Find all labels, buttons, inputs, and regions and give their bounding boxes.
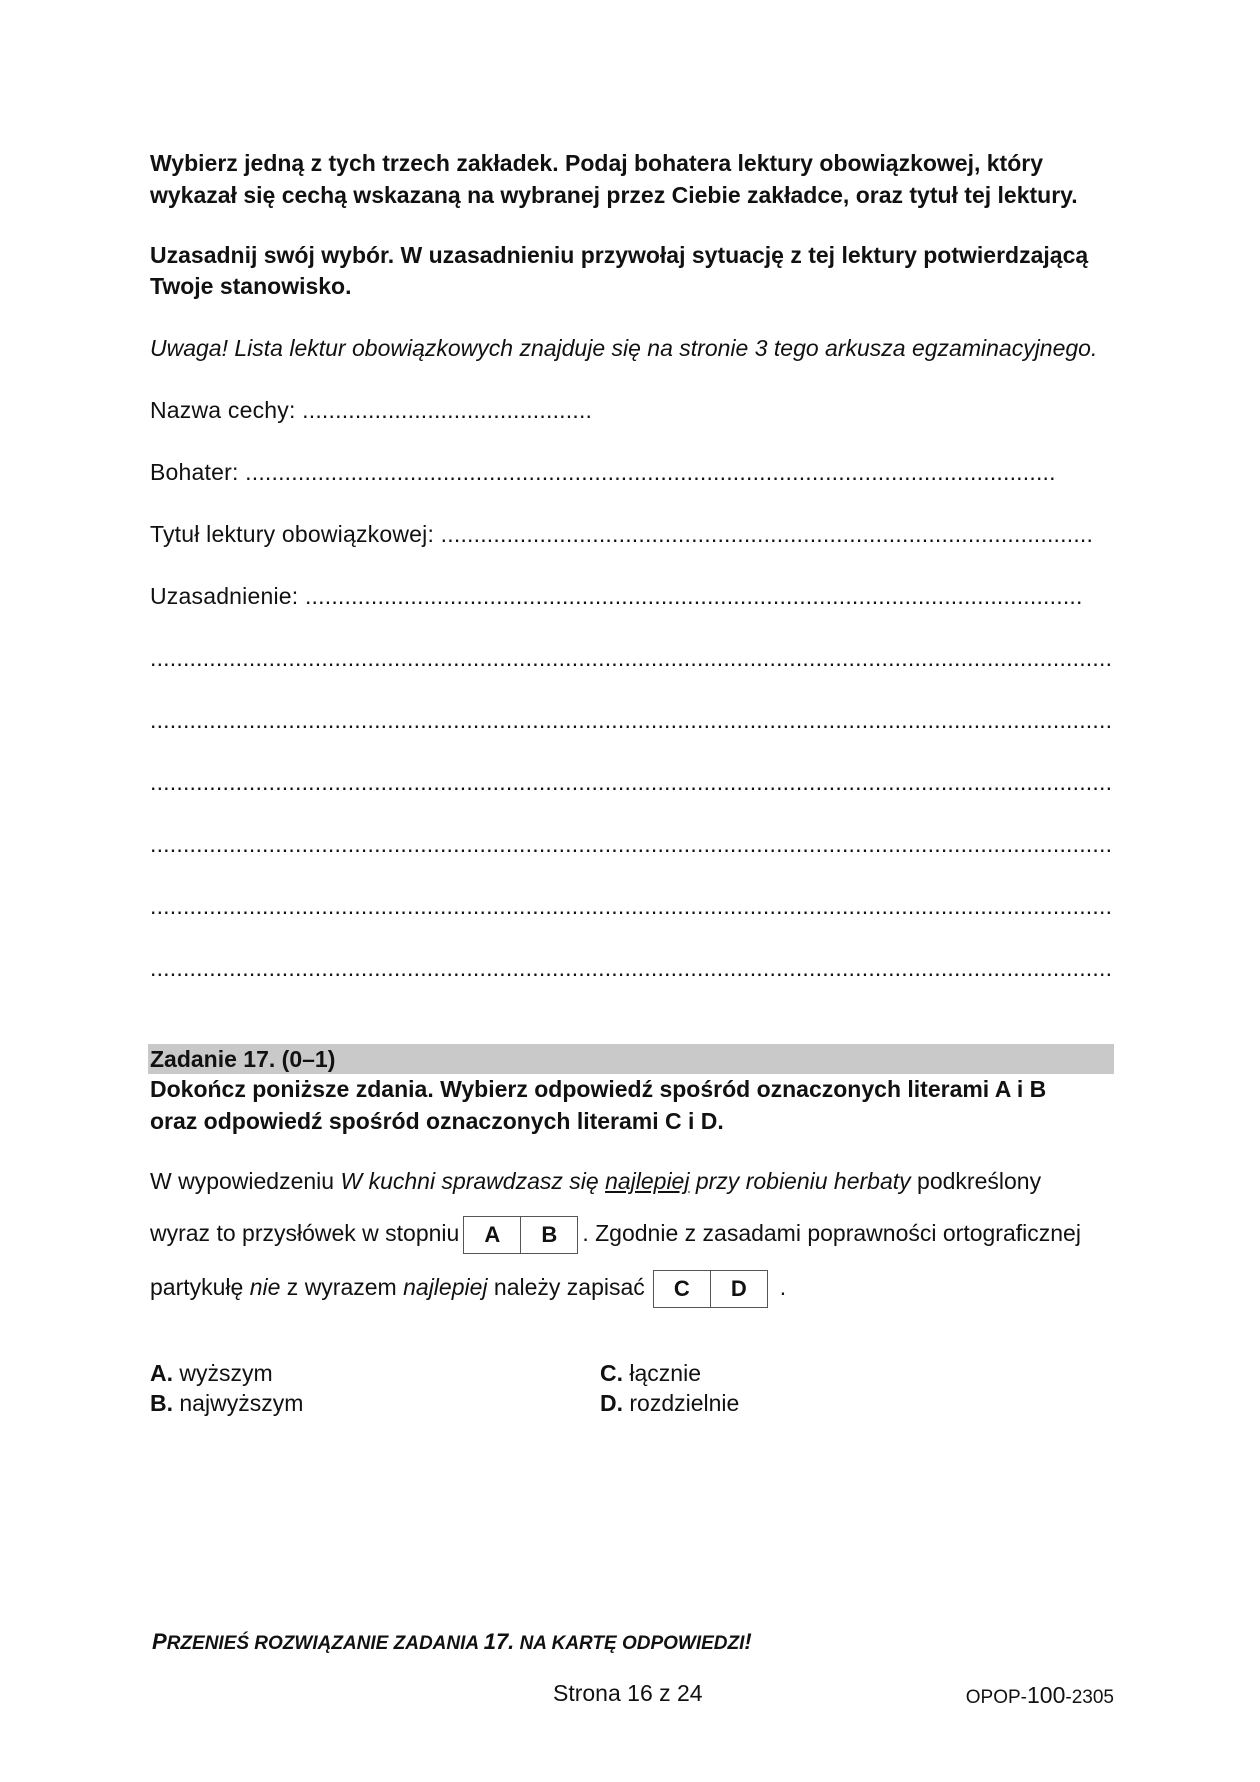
instruction-line-1: Wybierz jedną z tych trzech zakładek. Podaj bohatera lektury obowiązkowej, który — [150, 150, 1044, 176]
task-17-instruction-2: oraz odpowiedź spośród oznaczonych literami C i D. — [150, 1108, 724, 1134]
justification-dots: ...................................................................................................................... — [304, 583, 1083, 609]
s3-d: najlepiej — [403, 1274, 488, 1300]
code-suffix: -2305 — [1065, 1687, 1114, 1708]
task-17-sentence-3 — [150, 1268, 786, 1308]
options-left — [150, 1358, 303, 1418]
s3-a: partykułę — [150, 1274, 250, 1300]
options-right — [600, 1358, 739, 1418]
s1-a: W wypowiedzeniu — [150, 1168, 341, 1194]
transfer-text-2: NA KARTĘ ODPOWIEDZI — [514, 1633, 745, 1654]
task-17-sentence-1 — [150, 1166, 1041, 1196]
note-word: Uwaga! — [150, 335, 228, 361]
instruction-line-4: Twoje stanowisko. — [150, 273, 352, 299]
trait-field[interactable] — [150, 395, 602, 425]
transfer-number: 17. — [483, 1629, 515, 1654]
s1-e: podkreślony — [910, 1168, 1042, 1194]
note — [150, 333, 1097, 363]
s2-b: . Zgodnie z zasadami poprawności ortograficznej — [582, 1220, 1081, 1246]
option-c-text: łącznie — [623, 1360, 701, 1386]
answer-line[interactable]: .................................................................................................................................................. — [150, 645, 1112, 671]
note-text: Lista lektur obowiązkowych znajduje się na stronie 3 tego arkusza egzaminacyjnego. — [227, 335, 1098, 361]
instruction-line-3: Uzasadnij swój wybór. W uzasadnieniu przywołaj sytuację z tej lektury potwierdzającą — [150, 242, 1089, 268]
transfer-initial: P — [152, 1629, 167, 1654]
option-d-text: rozdzielnie — [623, 1390, 740, 1416]
trait-dots: ............................................ — [302, 397, 593, 423]
s2-a: wyraz to przysłówek w stopniu — [150, 1220, 460, 1246]
option-b-text: najwyższym — [173, 1390, 304, 1416]
option-box-b[interactable]: B — [520, 1217, 577, 1253]
s3-c: z wyrazem — [280, 1274, 404, 1300]
transfer-note — [152, 1629, 752, 1655]
task-17-header: Zadanie 17. (0–1) — [148, 1044, 1114, 1074]
s1-d: przy robieniu herbaty — [689, 1168, 911, 1194]
s3-e: należy zapisać — [487, 1274, 645, 1300]
code-number: 100 — [1027, 1682, 1066, 1708]
option-d — [600, 1388, 739, 1418]
title-label: Tytuł lektury obowiązkowej: — [150, 521, 441, 547]
task-17-instruction-1: Dokończ poniższe zdania. Wybierz odpowiedź spośród oznaczonych literami A i B — [150, 1076, 1047, 1102]
answer-box-cd[interactable] — [653, 1270, 768, 1308]
s1-b: W kuchni sprawdzasz się — [340, 1168, 606, 1194]
option-a-letter: A. — [150, 1360, 173, 1386]
hero-field[interactable] — [150, 457, 1112, 487]
answer-box-ab[interactable] — [463, 1216, 578, 1254]
option-box-c[interactable]: C — [673, 1275, 690, 1301]
task-17-sentence-2 — [150, 1214, 1081, 1254]
option-c — [600, 1358, 739, 1388]
page-number: Strona 16 z 24 — [553, 1680, 703, 1706]
answer-line[interactable]: .................................................................................................................................................. — [150, 893, 1112, 919]
exam-code — [966, 1682, 1114, 1709]
option-a-text: wyższym — [173, 1360, 273, 1386]
trait-label: Nazwa cechy: — [150, 397, 303, 423]
transfer-exclamation: ! — [744, 1629, 752, 1654]
option-box-a[interactable]: A — [484, 1221, 501, 1247]
hero-label: Bohater: — [150, 459, 246, 485]
s3-b: nie — [249, 1274, 281, 1300]
instruction-line-2: wykazał się cechą wskazaną na wybranej przez Ciebie zakładce, oraz tytuł tej lektury. — [150, 182, 1078, 208]
justification-label: Uzasadnienie: — [150, 583, 305, 609]
option-b-letter: B. — [150, 1390, 173, 1416]
hero-dots: ........................................................................................................................... — [245, 459, 1056, 485]
answer-line[interactable]: .................................................................................................................................................. — [150, 707, 1112, 733]
title-field[interactable] — [150, 519, 1112, 549]
s3-f: . — [779, 1274, 787, 1300]
answer-line[interactable]: .................................................................................................................................................. — [150, 955, 1112, 981]
title-dots: ................................................................................................... — [440, 521, 1094, 547]
code-prefix: OPOP- — [965, 1687, 1028, 1708]
option-c-letter: C. — [600, 1360, 623, 1386]
option-d-letter: D. — [600, 1390, 623, 1416]
option-box-d[interactable]: D — [710, 1271, 767, 1307]
answer-line[interactable]: .................................................................................................................................................. — [150, 831, 1112, 857]
option-a — [150, 1358, 303, 1388]
transfer-text-1: RZENIEŚ ROZWIĄZANIE ZADANIA — [166, 1633, 484, 1654]
option-b — [150, 1388, 303, 1418]
underlined-word: najlepiej — [605, 1168, 690, 1194]
answer-line[interactable]: .................................................................................................................................................. — [150, 769, 1112, 795]
justification-field[interactable] — [150, 581, 1112, 611]
